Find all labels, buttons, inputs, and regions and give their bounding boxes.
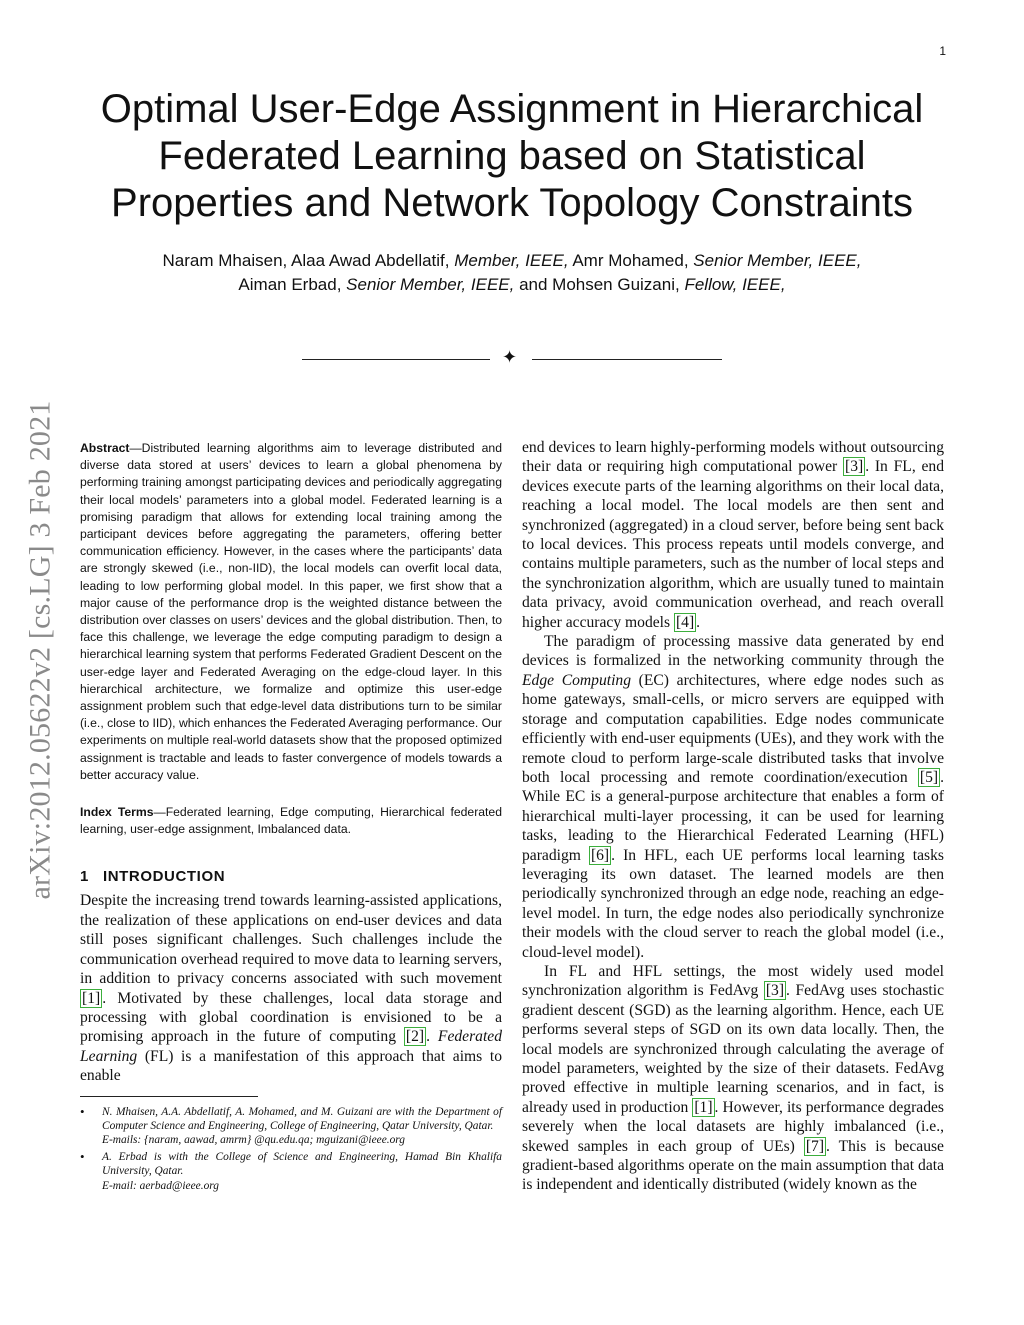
paragraph-text: The paradigm of processing massive data generated by end devices is formalized in the networking community through the (522, 633, 944, 670)
arxiv-stamp (18, 370, 62, 930)
citation-link[interactable]: [3] (765, 982, 785, 1000)
citation-link[interactable]: [3] (845, 458, 864, 476)
arxiv-stamp-text: arXiv:2012.05622v2 [cs.LG] 3 Feb 2021 (23, 400, 57, 900)
paragraph-text: . In HFL, each UE performs local learning tasks leveraging its own dataset. The learned models are then periodically synchronized through an edge node, reaching an edge-level model. In turn, the edge nodes also periodically synchronize their models with the cloud server to reach the global model (i.e., cloud-level model). (522, 846, 944, 961)
citation-link[interactable]: [7] (805, 1137, 825, 1155)
body-paragraph (522, 962, 944, 1195)
paragraph-text: In FL and HFL settings, the most widely used model synchronization algorithm is FedAvg (522, 962, 944, 1000)
body-paragraph (522, 438, 944, 632)
index-terms-text: —Federated learning, Edge computing, Hierarchical federated learning, user-edge assignment, Imbalanced data. (80, 805, 502, 837)
citation-link[interactable]: [4] (675, 613, 695, 631)
emphasis-term: Edge Computing (522, 671, 632, 689)
divider-line-right (532, 359, 722, 360)
right-column (522, 438, 944, 1195)
footnote-email: E-mails: {naram, aawad, amrm} @qu.edu.qa; mguizani@ieee.org (102, 1134, 405, 1147)
abstract-text: —Distributed learning algorithms aim to leverage distributed and diverse data stored at users’ devices to learn a global phenomena by performing training amongst participating devices and periodically aggregating their local models’ parameters into a global model. Federated learning is a promising paradigm that allows for extending local training among the participant devices before aggregating the parameters, offering better communication efficiency. However, in the cases where the participants’ data are strongly skewed (i.e., non-IID), the local models can overfit local data, leading to low performing global model. In this paper, we first show that a major cause of the performance drop is the weighted distance between the distribution over classes on users’ devices and the global distribution. Then, to face this challenge, we leverage the edge computing paradigm to design a hierarchical learning system that performs Federated Gradient Descent on the user-edge layer and Federated Averaging on the edge-cloud layer. In this hierarchical architecture, we formalize and optimize this user-edge assignment problem such that edge-level data distributions turn to be similar (i.e., close to IID), which enhances the Federated Averaging performance. Our experiments on multiple real-world datasets show that the proposed optimized assignment is tractable and leads to faster convergence of models towards a better accuracy value. (80, 441, 502, 782)
index-terms (80, 804, 502, 838)
section-number: 1 (80, 868, 89, 886)
emphasis-term: Federated Learning (80, 1028, 503, 1065)
index-terms-label: Index Terms (80, 805, 154, 820)
diamond-star-icon: ✦ (502, 347, 518, 368)
title-line: Federated Learning based on Statistical (158, 134, 866, 178)
author-names: Aiman Erbad, (238, 275, 347, 294)
paragraph-text: . This is because gradient-based algorithms operate on the main assumption that data is independent and identically distributed (widely known as the (522, 1137, 944, 1194)
page-number: 1 (939, 44, 946, 58)
body-paragraph (522, 632, 944, 962)
author-names: Naram Mhaisen, Alaa Awad Abdellatif, (162, 251, 455, 270)
author-affiliation: Senior Member, IEEE, (346, 275, 515, 294)
author-line (60, 249, 964, 273)
paragraph-text: end devices to learn highly-performing models without outsourcing their data or requiring high computational power (522, 439, 944, 476)
title-line: Optimal User-Edge Assignment in Hierarchical (100, 87, 924, 131)
paragraph-text: Despite the increasing trend towards learning-assisted applications, the realization of these applications on end-user devices and data still poses significant challenges. Such challenges include the communication overhead required to move data to learning servers, in addition to privacy concerns associated with such movement (80, 892, 502, 988)
section-title: INTRODUCTION (102, 868, 226, 886)
paragraph-text: (EC) architectures, where edge nodes such as home gateways, small-cells, or micro servers are equipped with storage and computation capabilities. Edge nodes communicate efficiently with end-user equipments (UEs), and they work with the remote cloud to perform large-scale distributed tasks that involve both local processing and remote coordination/execution (522, 671, 944, 786)
footnote (80, 1105, 502, 1148)
author-list (60, 249, 964, 297)
divider-line-left (302, 359, 490, 360)
left-column (80, 440, 502, 1195)
paragraph-text: . (426, 1028, 438, 1046)
author-names: and Mohsen Guizani, (514, 275, 685, 294)
footnote-text: A. Erbad is with the College of Science and Engineering, Hamad Bin Khalifa University, Qatar. (102, 1150, 502, 1178)
paragraph-text: . While EC is a general-purpose architecture that enables a form of hierarchical multi-layer processing, it can be used for learning tasks, leading to the Hierarchical Federated Learning (HFL) paradigm (522, 768, 944, 864)
citation-link[interactable]: [6] (590, 846, 610, 864)
footnote-rule (80, 1096, 258, 1097)
footnote-email: E-mail: aerbad@ieee.org (102, 1179, 219, 1192)
paper-title (60, 86, 964, 227)
abstract (80, 440, 502, 784)
footnotes (80, 1105, 502, 1193)
section-heading (80, 868, 502, 885)
footnote-text: N. Mhaisen, A.A. Abdellatif, A. Mohamed, and M. Guizani are with the Department of Computer Science and Engineering, College of Engineering, Qatar University, Qatar. (102, 1105, 502, 1132)
author-affiliation: Fellow, IEEE, (684, 275, 786, 294)
author-affiliation: Senior Member, IEEE, (693, 251, 862, 270)
citation-link[interactable]: [1] (82, 989, 101, 1007)
citation-link[interactable]: [1] (694, 1098, 713, 1116)
title-line: Properties and Network Topology Constraints (111, 181, 913, 225)
paragraph-text: . FedAvg uses stochastic gradient descent (SGD) as the learning algorithm. Hence, each UE performs several steps of SGD on its own data locally. Then, the local models are synchronized through calculating the average of model parameters, weighted by the size of their datasets. FedAvg proved effective in multiple learning scenarios, and in fact, is already used in production (522, 982, 944, 1116)
abstract-label: Abstract (80, 441, 130, 455)
citation-link[interactable]: [5] (919, 768, 939, 786)
citation-link[interactable]: [2] (405, 1028, 425, 1046)
section-divider (302, 347, 722, 369)
author-line (60, 273, 964, 297)
paragraph-text: . Motivated by these challenges, local data storage and processing with global coordination is envisioned to be a promising approach in the future of computing (80, 989, 502, 1046)
paragraph-text: . (696, 613, 701, 631)
paragraph-text: . However, its performance degrades severely when the local datasets are highly imbalanced (i.e., skewed samples in each group of UEs) (522, 1098, 944, 1155)
footnote (80, 1150, 502, 1193)
author-names: Amr Mohamed, (568, 251, 694, 270)
paragraph-text: (FL) is a manifestation of this approach that aims to enable (80, 1047, 502, 1085)
paragraph-text: . In FL, end devices execute parts of the learning algorithms on their local data, reaching a local model. The local models are then sent and synchronized (aggregated) in a cloud server, before being sent back to local devices. This process repeats until models converge, and contains multiple parameters, such as the number of local steps and the synchronization algorithm, which are usually tuned to maintain data privacy, avoid communication overhead, and reach overall higher accuracy models (522, 458, 944, 631)
intro-paragraph (80, 891, 502, 1085)
author-affiliation: Member, IEEE, (454, 251, 569, 270)
